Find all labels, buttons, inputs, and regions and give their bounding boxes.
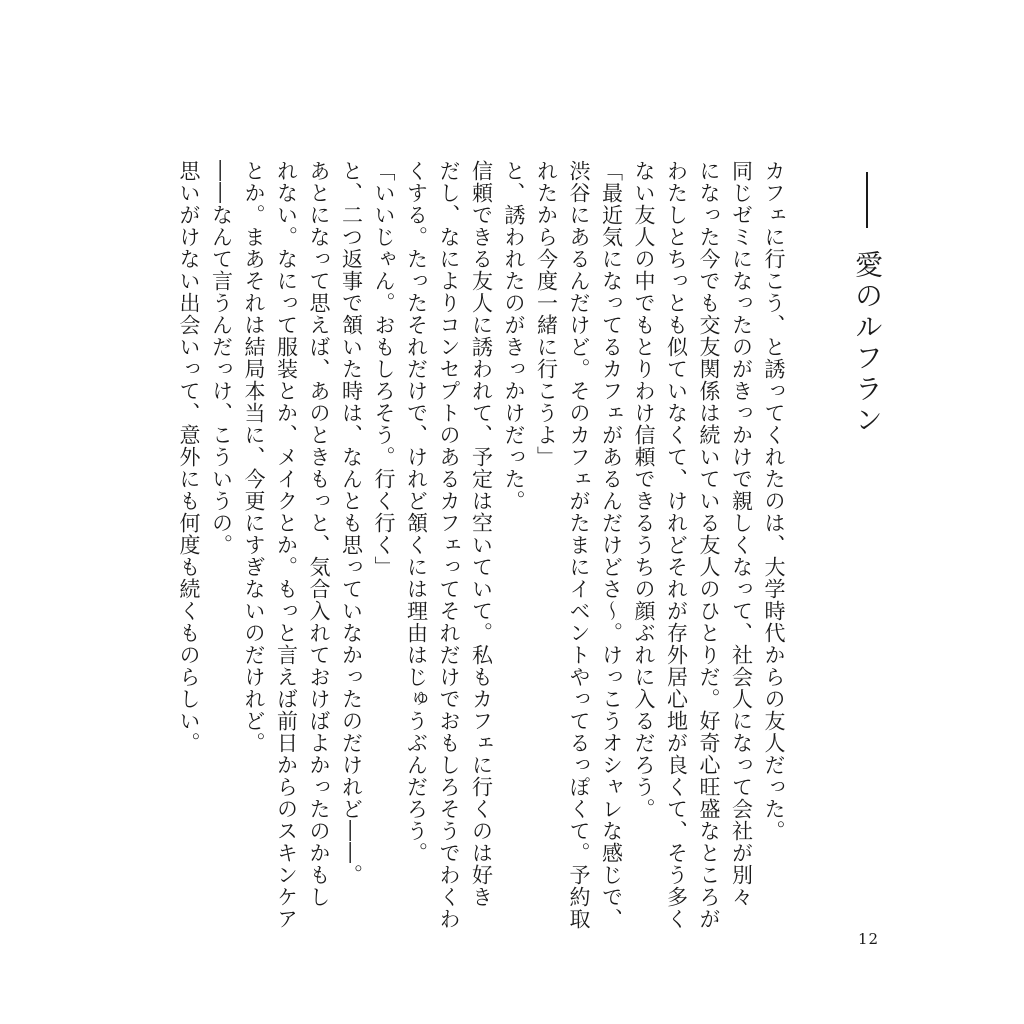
chapter-heading [850, 172, 884, 436]
text-line: 思いがけない出会いって、意外にも何度も続くものらしい。 [177, 160, 201, 754]
text-line: あとになって思えば、あのときもっと、気合入れておけばよかったのかもし [307, 160, 331, 908]
text-line: くする。たったそれだけで、けれど頷くには理由はじゅうぶんだろう。 [404, 160, 429, 864]
text-line: わたしとちっとも似ていなくて、けれどそれが存外居心地が良くて、そう多く [664, 160, 689, 930]
text-line: だし、なによりコンセプトのあるカフェってそれだけでおもしろそうでわくわ [437, 160, 461, 930]
text-line: ない友人の中でもとりわけ信頼できるうちの顔ぶれに入るだろう。 [632, 160, 656, 820]
text-line: 渋谷にあるんだけど。そのカフェがたまにイベントやってるっぽくて。予約取 [567, 160, 591, 930]
text-line: 同じゼミになったのがきっかけで親しくなって、社会人になって会社が別々 [729, 160, 754, 908]
chapter-dash [866, 172, 868, 228]
body-text [173, 160, 791, 930]
text-line: カフェに行こう、と誘ってくれたのは、大学時代からの友人だった。 [762, 160, 786, 842]
page-number: 12 [858, 930, 880, 948]
text-line: とか。まあそれは結局本当に、今更にすぎないのだけれど。 [242, 160, 266, 754]
text-line: 「最近気になってるカフェがあるんだけどさ～。けっこうオシャレな感じで、 [599, 160, 624, 930]
text-line: 信頼できる友人に誘われて、予定は空いていて。私もカフェに行くのは好き [469, 160, 494, 908]
chapter-title: 愛のルフラン [851, 250, 884, 436]
text-line: れたから今度一緒に行こうよ」 [534, 160, 559, 468]
text-line: と、誘われたのがきっかけだった。 [502, 160, 526, 512]
text-line: になった今でも交友関係は続いている友人のひとりだ。好奇心旺盛なところが [697, 160, 721, 930]
text-line: れない。なにって服装とか、メイクとか。もっと言えば前日からのスキンケア [274, 160, 299, 930]
text-line: ――なんて言うんだっけ、こういうの。 [209, 160, 234, 556]
text-line: 「いいじゃん。おもしろそう。行く行く」 [372, 160, 396, 578]
text-line: と、二つ返事で頷いた時は、なんとも思っていなかったのだけれど――。 [339, 160, 364, 886]
